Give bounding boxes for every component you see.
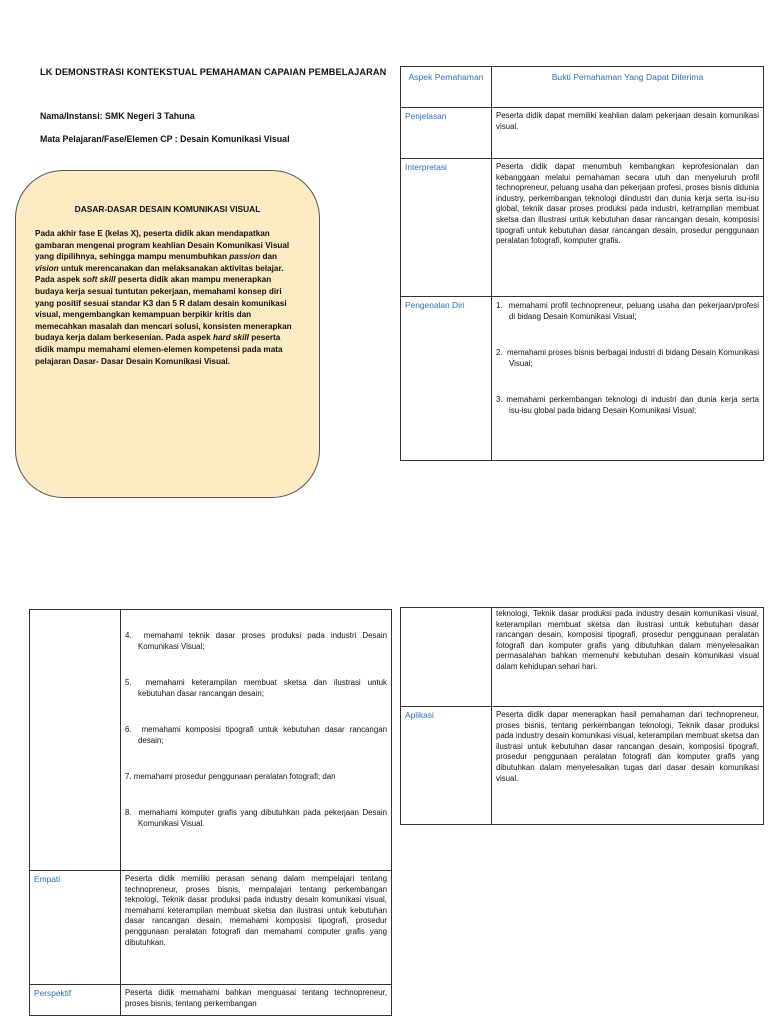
evidence-header: Bukti Pemahaman Yang Dapat Diterima	[492, 67, 764, 108]
evidence-perspektif-continued: teknologi, Teknik dasar produksi pada industry desain komunikasi visual, keterampilan membuat sketsa dan ilustrasi untuk kebutuhan dasar rancangan desain, komposisi tipografi, prosedur penggunaan peralatan fotografi dan komputer grafis yang dibutuhkan dalam menyelesaikan permasalahan bahkan memenuhi kebutuhan desain komunikasi visual dalam kehidupan sehari hari.	[492, 608, 764, 707]
list-item: 3. memahami perkembangan teknologi di industri dan dunia kerja serta isu-isu global pada bidang Desain Komunikasi Visual;	[496, 395, 759, 415]
list-item: 7. memahami prosedur penggunaan peralatan fotografi; dan	[125, 772, 336, 781]
aspect-aplikasi: Aplikasi	[401, 707, 492, 825]
document-title: LK DEMONSTRASI KONTEKSTUAL PEMAHAMAN CAPAIAN PEMBELAJARAN	[40, 67, 387, 77]
table-header-row	[401, 67, 764, 108]
aspect-header: Aspek Pemahaman	[401, 67, 492, 108]
table-row	[401, 159, 764, 297]
aspect-penjelasan: Penjelasan	[401, 108, 492, 159]
aspect-empati: Empati	[30, 871, 121, 985]
pengenalan-diri-continued	[121, 610, 392, 871]
empty-aspect-cell	[401, 608, 492, 707]
evidence-interpretasi: Peserta didik dapat menumbuh kembangkan keprofesionalan dan kebanggaan melalui pemahaman secara utuh dan menyeluruh profil technopreneur, peluang usaha dan pekerjaan profesi, proses bisnis didunia industry, perkembangan teknologi diindustri dan dunia kerja serta isu-isu global, teknik dasar proses produksi pada industri, ketrampilan membuat sketsa dan illustrasi untuk kebutuhan dasar rancangan desain, komposisi tipografi untuk kebutuhan dasar rancangan desain, prosedur penggunaan peralatan fotografi, komputer grafis.	[492, 159, 764, 297]
list-item: 8. memahami komputer grafis yang dibutuhkan pada pekerjaan Desain Komunikasi Visual.	[125, 808, 387, 828]
box-paragraph: Pada akhir fase E (kelas X), peserta didik akan mendapatkan gambaran mengenai program keahlian Desain Komunikasi Visual yang dipilihnya, sehingga mampu menumbuhkan passion dan vision untuk merencanakan dan melaksanakan aktivitas belajar. Pada aspek soft skill peserta didik akan mampu menerapkan budaya kerja sesuai tuntutan pekerjaan, memahami konsep diri yang positif sesuai standar K3 dan 5 R dalam desain komunikasi visual, mengembangkan kemampuan berpikir kritis dan memecahkan masalah dan mencari solusi, konsisten menerapkan budaya kerja dalam berkesenian. Pada aspek hard skill peserta didik mampu memahami elemen-elemen kompetensi pada mata pelajaran Dasar- Dasar Desain Komunikasi Visual.	[35, 229, 292, 366]
evidence-pengenalan-diri	[492, 297, 764, 461]
table-row	[30, 610, 392, 871]
list-item: 4. memahami teknik dasar proses produksi pada industri Desain Komunikasi Visual;	[125, 631, 387, 651]
table-row	[401, 608, 764, 707]
continued-table-left	[29, 609, 392, 1016]
list-item: 1. memahami profil technopreneur, peluang usaha dan pekerjaan/profesi di bidang Desain Komunikasi Visual;	[496, 301, 759, 321]
evidence-penjelasan: Peserta didik dapat memiliki keahlian dalam pekerjaan desain komunikasi visual.	[492, 108, 764, 159]
table-row	[401, 108, 764, 159]
list-item: 2. memahami proses bisnis berbagai industri di bidang Desain Komunikasi Visual;	[496, 348, 759, 368]
aspect-interpretasi: Interpretasi	[401, 159, 492, 297]
mata-pelajaran: Mata Pelajaran/Fase/Elemen CP : Desain Komunikasi Visual	[40, 134, 290, 144]
evidence-empati: Peserta didik memiliki perasan senang dalam mempelajari tentang technopreneur, proses bisnis, mempalajari tentang perkembangan teknologi, Teknik dasar produksi pada industry desain komunikasi visual, memahami keterampilan membuat sketsa dan ilustrasi untuk kebutuhan dasar rancangan desain, memahami komposisi tipografi, prosedur penggunaan peralatan fotografi dan memahami computer grafis yang dibutuhkan.	[121, 871, 392, 985]
table-row	[30, 871, 392, 985]
understanding-table	[400, 66, 764, 461]
table-row	[401, 707, 764, 825]
empty-aspect-cell	[30, 610, 121, 871]
aspect-perspektif: Perspektif	[30, 985, 121, 1016]
evidence-perspektif: Peserta didik memahami bahkan menguasai tentang technopreneur, proses bisnis, tentang perkembangan	[121, 985, 392, 1016]
list-item: 6. memahami komposisi tipografi untuk kebutuhan dasar rancangan desain;	[125, 725, 387, 745]
box-title: DASAR-DASAR DESAIN KOMUNIKASI VISUAL	[74, 204, 261, 214]
cp-description-box	[15, 170, 320, 498]
evidence-aplikasi: Peserta didik dapar menerapkan hasil pemahaman dari technopreneur, proses bisnis, tentang perkembangan teknologi, Teknik dasar produksi pada industry desain komunikasi visual, keterampilan membuat sketsa dan ilustrasi untuk kebutuhan dasar rancangan desain, komposisi tipografi, prosedur penggunaan peralatan fotografi dan komputer grafis yang dibutuhkan dalam menyelesaikan tugas dari dasar desain komunikasi visual.	[492, 707, 764, 825]
aspect-pengenalan-diri: Pengenalan Diri	[401, 297, 492, 461]
nama-instansi: Nama/Instansi: SMK Negeri 3 Tahuna	[40, 111, 195, 121]
table-row	[401, 297, 764, 461]
list-item: 5. memahami keterampilan membuat sketsa dan ilustrasi untuk kebutuhan dasar rancangan desain;	[125, 678, 387, 698]
continued-table-right	[400, 607, 764, 825]
table-row	[30, 985, 392, 1016]
